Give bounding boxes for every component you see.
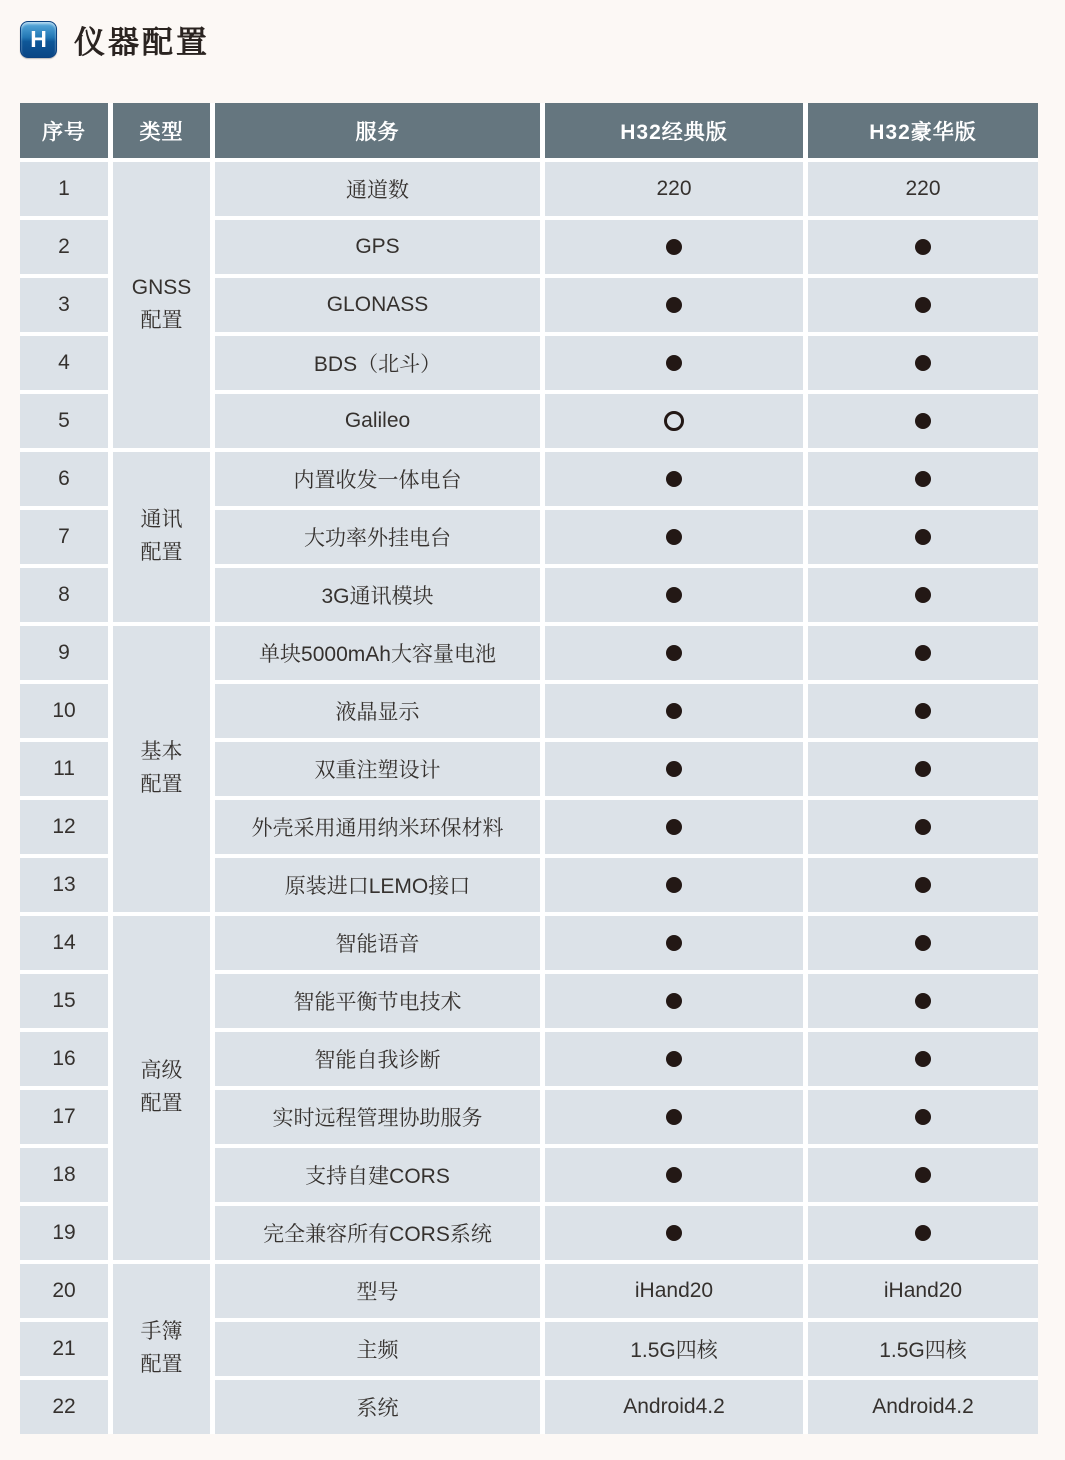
cell-row-number: 7 [20,510,108,564]
cell-classic [545,858,803,912]
filled-dot-icon [666,993,682,1009]
cell-service: 原装进口LEMO接口 [215,858,540,912]
cell-row-number: 12 [20,800,108,854]
filled-dot-icon [666,1051,682,1067]
cell-service: 完全兼容所有CORS系统 [215,1206,540,1260]
cell-service: 主频 [215,1322,540,1376]
cell-service: Galileo [215,394,540,448]
cell-row-number: 14 [20,916,108,970]
filled-dot-icon [666,1225,682,1241]
filled-dot-icon [915,529,931,545]
cell-type-group [113,1264,210,1434]
type-group-label-line: 高级 [140,1059,183,1083]
filled-dot-icon [666,297,682,313]
cell-classic [545,742,803,796]
filled-dot-icon [666,529,682,545]
type-group-label-line: 配置 [140,1092,183,1115]
cell-service: 智能语音 [215,916,540,970]
cell-row-number: 21 [20,1322,108,1376]
cell-service: 单块5000mAh大容量电池 [215,626,540,680]
cell-classic [545,1090,803,1144]
cell-deluxe [808,568,1038,622]
cell-service: 通道数 [215,162,540,216]
filled-dot-icon [666,761,682,777]
cell-classic [545,278,803,332]
cell-deluxe [808,452,1038,506]
cell-deluxe [808,510,1038,564]
cell-deluxe [808,1206,1038,1260]
cell-row-number: 3 [20,278,108,332]
cell-row-number: 16 [20,1032,108,1086]
filled-dot-icon [666,935,682,951]
cell-classic [545,394,803,448]
type-group-label-line: 通讯 [140,508,183,532]
cell-row-number: 17 [20,1090,108,1144]
cell-service: 支持自建CORS [215,1148,540,1202]
cell-service: 智能平衡节电技术 [215,974,540,1028]
type-group-label-line: 配置 [140,541,183,564]
filled-dot-icon [666,819,682,835]
cell-classic: iHand20 [545,1264,803,1318]
filled-dot-icon [915,587,931,603]
cell-deluxe [808,1148,1038,1202]
col-header-classic: H32经典版 [545,103,803,158]
cell-row-number: 22 [20,1380,108,1434]
cell-service: 型号 [215,1264,540,1318]
filled-dot-icon [915,993,931,1009]
cell-deluxe [808,684,1038,738]
filled-dot-icon [915,1109,931,1125]
cell-row-number: 4 [20,336,108,390]
cell-service: 系统 [215,1380,540,1434]
cell-deluxe [808,220,1038,274]
filled-dot-icon [915,297,931,313]
cell-deluxe [808,742,1038,796]
cell-deluxe: Android4.2 [808,1380,1038,1434]
page-header [20,17,210,62]
filled-dot-icon [666,1109,682,1125]
cell-classic [545,626,803,680]
cell-deluxe [808,626,1038,680]
filled-dot-icon [915,819,931,835]
type-group-label-line: 基本 [140,740,183,764]
h-badge-letter: H [30,26,47,52]
filled-dot-icon [915,471,931,487]
page-title: 仪器配置 [74,25,210,60]
cell-service: 液晶显示 [215,684,540,738]
cell-deluxe [808,278,1038,332]
cell-classic: 1.5G四核 [545,1322,803,1376]
cell-row-number: 15 [20,974,108,1028]
cell-classic [545,800,803,854]
cell-service: BDS（北斗） [215,336,540,390]
filled-dot-icon [915,413,931,429]
cell-service: 内置收发一体电台 [215,452,540,506]
cell-deluxe [808,858,1038,912]
cell-service: GPS [215,220,540,274]
filled-dot-icon [915,935,931,951]
col-header-no: 序号 [20,103,108,158]
cell-classic [545,1148,803,1202]
cell-service: 智能自我诊断 [215,1032,540,1086]
filled-dot-icon [915,1051,931,1067]
cell-row-number: 20 [20,1264,108,1318]
filled-dot-icon [915,703,931,719]
filled-dot-icon [666,1167,682,1183]
spec-table [20,103,1038,1434]
cell-classic [545,1206,803,1260]
filled-dot-icon [666,703,682,719]
cell-type-group [113,162,210,448]
cell-service: GLONASS [215,278,540,332]
cell-row-number: 11 [20,742,108,796]
cell-deluxe [808,394,1038,448]
filled-dot-icon [666,877,682,893]
col-header-deluxe: H32豪华版 [808,103,1038,158]
type-group-label-line: 配置 [140,1353,183,1376]
cell-deluxe: 1.5G四核 [808,1322,1038,1376]
cell-deluxe [808,800,1038,854]
filled-dot-icon [915,355,931,371]
filled-dot-icon [915,645,931,661]
filled-dot-icon [666,645,682,661]
cell-classic [545,684,803,738]
cell-type-group [113,452,210,622]
col-header-type: 类型 [113,103,210,158]
cell-row-number: 18 [20,1148,108,1202]
type-group-label-line: GNSS [131,276,192,300]
cell-classic [545,974,803,1028]
cell-classic [545,336,803,390]
filled-dot-icon [915,761,931,777]
cell-classic [545,1032,803,1086]
filled-dot-icon [666,355,682,371]
cell-service: 外壳采用通用纳米环保材料 [215,800,540,854]
cell-service: 3G通讯模块 [215,568,540,622]
cell-row-number: 19 [20,1206,108,1260]
type-group-label-line: 配置 [140,309,183,332]
cell-row-number: 8 [20,568,108,622]
cell-type-group [113,626,210,912]
cell-row-number: 2 [20,220,108,274]
cell-deluxe [808,1032,1038,1086]
cell-classic [545,220,803,274]
filled-dot-icon [666,471,682,487]
cell-type-group [113,916,210,1260]
filled-dot-icon [915,1225,931,1241]
cell-classic: 220 [545,162,803,216]
cell-service: 双重注塑设计 [215,742,540,796]
open-dot-icon [664,411,684,431]
cell-deluxe [808,336,1038,390]
cell-row-number: 10 [20,684,108,738]
cell-deluxe: iHand20 [808,1264,1038,1318]
col-header-service: 服务 [215,103,540,158]
cell-deluxe: 220 [808,162,1038,216]
type-group-label-line: 手簿 [140,1320,183,1344]
cell-row-number: 1 [20,162,108,216]
cell-service: 大功率外挂电台 [215,510,540,564]
filled-dot-icon [915,239,931,255]
cell-classic [545,510,803,564]
cell-row-number: 5 [20,394,108,448]
cell-service: 实时远程管理协助服务 [215,1090,540,1144]
cell-deluxe [808,974,1038,1028]
filled-dot-icon [666,239,682,255]
cell-row-number: 9 [20,626,108,680]
type-group-label-line: 配置 [140,773,183,796]
cell-row-number: 6 [20,452,108,506]
cell-deluxe [808,1090,1038,1144]
cell-classic [545,452,803,506]
filled-dot-icon [915,1167,931,1183]
cell-row-number: 13 [20,858,108,912]
cell-classic [545,916,803,970]
cell-classic [545,568,803,622]
cell-deluxe [808,916,1038,970]
h-badge-icon [20,21,57,58]
filled-dot-icon [915,877,931,893]
cell-classic: Android4.2 [545,1380,803,1434]
filled-dot-icon [666,587,682,603]
